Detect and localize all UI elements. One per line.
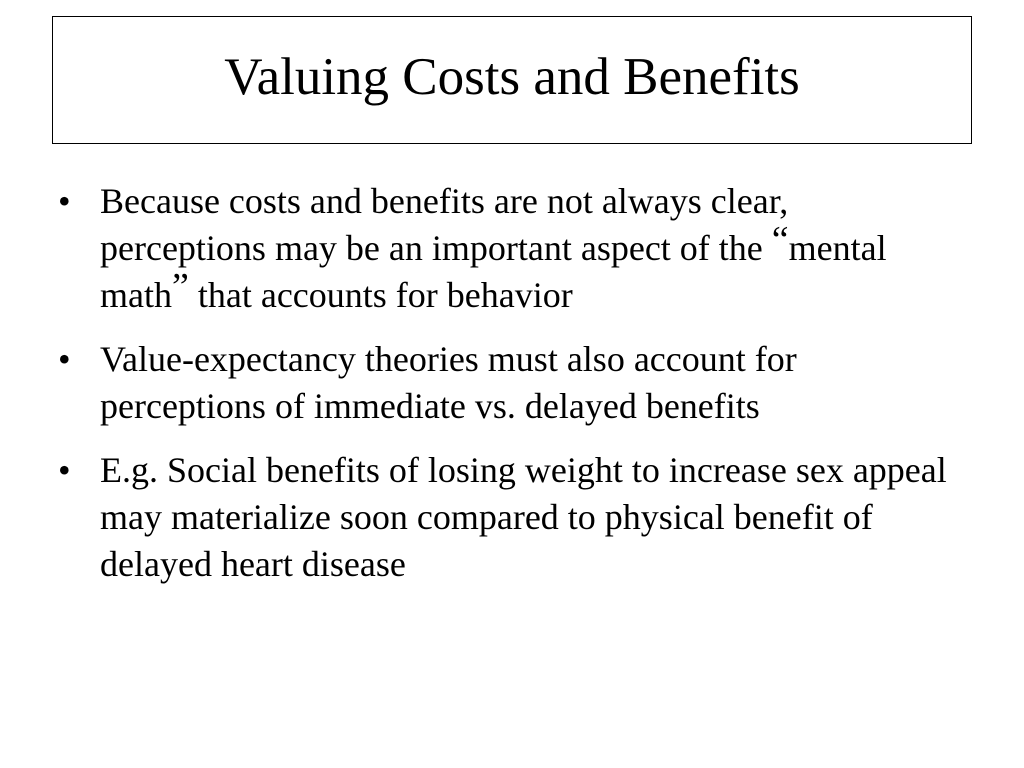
bullet-text-3: E.g. Social benefits of losing weight to increase sex appeal may materialize soon compared to physical benefit of delayed heart disease xyxy=(100,450,947,584)
bullet-item-2 xyxy=(58,336,958,430)
bullet-text-1-quoted: mental math xyxy=(100,228,887,315)
bullet-list xyxy=(58,178,958,588)
open-quote: “ xyxy=(771,219,789,261)
bullet-text-1-end: that accounts for behavior xyxy=(188,275,573,315)
bullet-item-1 xyxy=(58,178,958,319)
bullet-item-3 xyxy=(58,447,958,588)
slide-title: Valuing Costs and Benefits xyxy=(224,47,800,106)
bullet-icon: • xyxy=(58,339,71,379)
bullet-icon: • xyxy=(58,450,71,490)
title-box xyxy=(52,16,972,144)
close-quote: ” xyxy=(171,266,189,308)
bullet-icon: • xyxy=(58,181,71,221)
bullet-text-2: Value-expectancy theories must also account for perceptions of immediate vs. delayed benefits xyxy=(100,339,797,426)
bullet-text-1-start: Because costs and benefits are not always clear, perceptions may be an important aspect of the xyxy=(100,181,789,268)
